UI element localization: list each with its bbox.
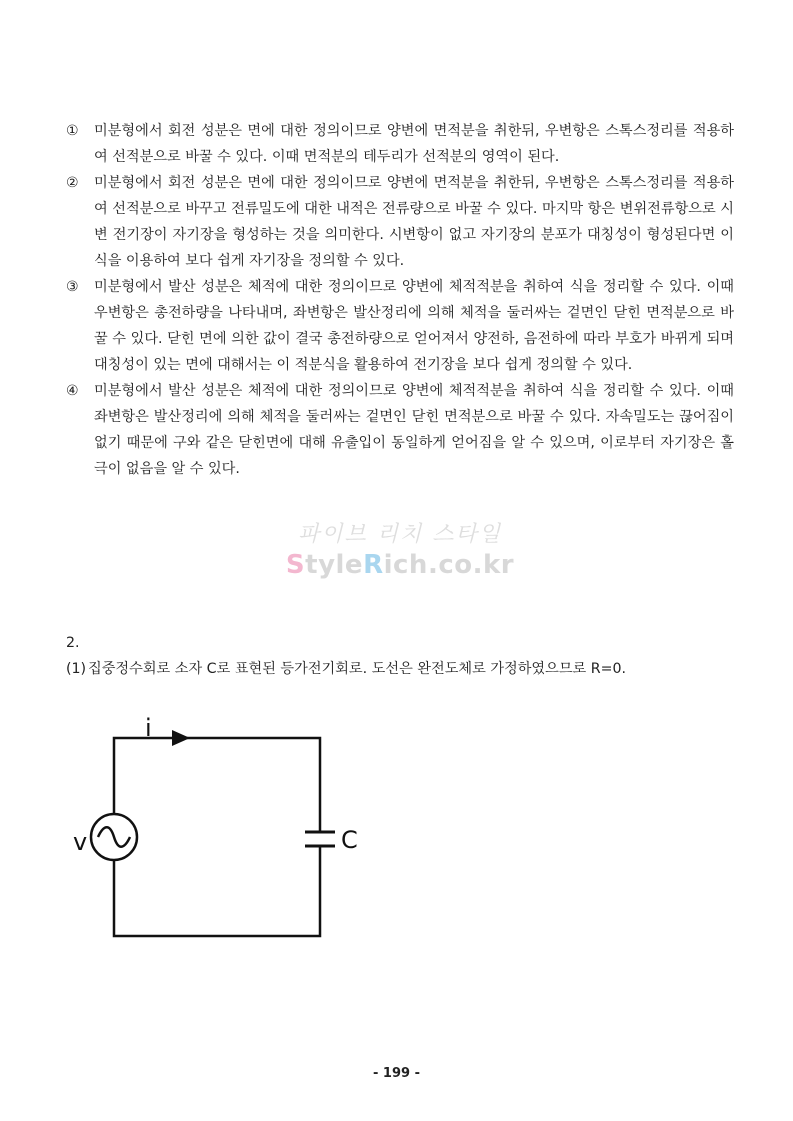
watermark-logo	[250, 548, 550, 582]
item-text: 미분형에서 발산 성분은 체적에 대한 정의이므로 양변에 체적적분을 취하여 식을 정리할 수 있다. 이때 우변항은 총전하량을 나타내며, 좌변항은 발산정리에 의해 체적을 둘러싸는 겉면인 닫힌 면적분으로 바꿀 수 있다. 닫힌 면에 의한 값이 결국 총전하량으로 얻어져서 양전하, 음전하에 따라 부호가 바뀌게 되며 대칭성이 있는 면에 대해서는 이 적분식을 활용하여 전기장을 보다 쉽게 정의할 수 있다.	[94, 279, 734, 373]
current-arrow-icon	[172, 730, 190, 746]
item-number: ③	[66, 279, 79, 295]
capacitor-label: C	[341, 826, 358, 854]
answer-list	[66, 118, 734, 482]
answer-item-1	[66, 118, 734, 170]
sub-paragraph	[66, 656, 734, 682]
watermark-text: 파이브 리치 스타일	[297, 522, 502, 547]
item-number: ①	[66, 123, 79, 139]
answer-item-2	[66, 170, 734, 274]
page-number: - 199 -	[373, 1066, 420, 1081]
source-label: v	[73, 828, 88, 856]
watermark-logo-s: S	[285, 550, 306, 580]
watermark-logo-r: R	[363, 550, 384, 580]
capacitor-symbol	[305, 832, 335, 846]
item-number: ④	[66, 383, 79, 399]
watermark	[250, 522, 550, 582]
circuit-diagram	[66, 710, 386, 950]
sub-text: 집중정수회로 소자 C로 표현된 등가전기회로. 도선은 완전도체로 가정하였으므로 R=0.	[88, 661, 627, 677]
top-wire	[114, 738, 320, 832]
sub-number: (1)	[66, 661, 87, 677]
item-number: ②	[66, 175, 79, 191]
item-text: 미분형에서 회전 성분은 면에 대한 정의이므로 양변에 면적분을 취한뒤, 우변항은 스톡스정리를 적용하여 선적분으로 바꿀 수 있다. 이때 면적분의 테두리가 선적분의 영역이 된다.	[94, 123, 734, 165]
watermark-logo-domain: ich.co.kr	[383, 550, 515, 580]
answer-item-3	[66, 274, 734, 378]
item-text: 미분형에서 회전 성분은 면에 대한 정의이므로 양변에 면적분을 취한뒤, 우변항은 스톡스정리를 적용하여 선적분으로 바꾸고 전류밀도에 대한 내적은 전류량으로 바꿀 수 있다. 마지막 항은 변위전류항으로 시변 전기장이 자기장을 형성하는 것을 의미한다. 시변항이 없고 자기장의 분포가 대칭성이 형성된다면 이 식을 이용하여 보다 쉽게 자기장을 정의할 수 있다.	[94, 175, 734, 269]
section-number: 2.	[66, 635, 80, 651]
watermark-logo-tyle: tyle	[305, 550, 364, 580]
circuit-wires	[114, 738, 320, 936]
current-label: i	[145, 714, 152, 742]
ac-source-symbol	[91, 814, 137, 860]
item-text: 미분형에서 발산 성분은 체적에 대한 정의이므로 양변에 체적적분을 취하여 식을 정리할 수 있다. 이때 좌변항은 발산정리에 의해 체적을 둘러싸는 겉면인 닫힌 면적분으로 바꿀 수 있다. 자속밀도는 끊어짐이 없기 때문에 구와 같은 닫힌면에 대해 유출입이 동일하게 얻어짐을 알 수 있으며, 이로부터 자기장은 홀극이 없음을 알 수 있다.	[94, 383, 734, 477]
bottom-wire	[114, 846, 320, 936]
answer-item-4	[66, 378, 734, 482]
